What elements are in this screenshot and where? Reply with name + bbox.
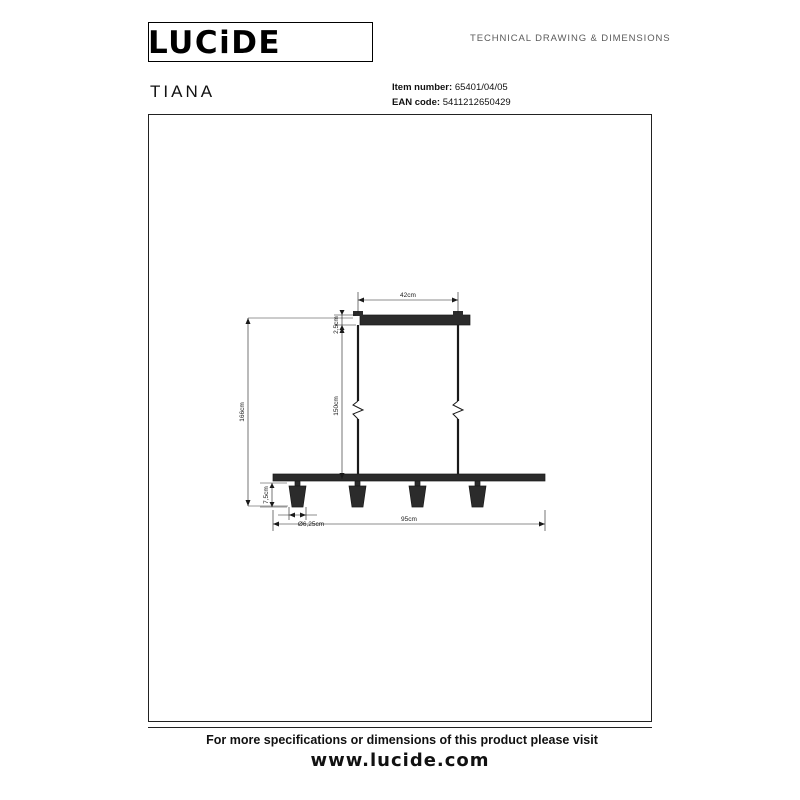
ean-code-label: EAN code:: [392, 97, 441, 108]
footer-website-link[interactable]: www.lucide.com: [310, 750, 490, 771]
footer-text: For more specifications or dimensions of this product please visit: [206, 733, 598, 747]
ean-code-row: [392, 95, 511, 110]
dim-label-canopy-width: 42cm: [400, 292, 416, 299]
dim-label-bar-width: 95cm: [401, 516, 417, 523]
dim-label-cord-length: 150cm: [333, 396, 340, 416]
product-meta: [392, 80, 511, 110]
logo-frame-top: [148, 22, 373, 23]
page-title: TIANA: [150, 82, 216, 101]
dim-label-canopy-height: 2,5cm: [333, 316, 340, 334]
dim-label-shade-height: 7,5cm: [263, 486, 270, 504]
technical-drawing-svg: [148, 114, 652, 722]
brand-logo: [148, 24, 373, 62]
item-number-value: 65401/04/05: [454, 82, 508, 93]
dim-label-total-height: 166cm: [239, 402, 246, 422]
dim-label-shade-diameter: Ø6,25cm: [297, 521, 325, 528]
technical-drawing-caption: TECHNICAL DRAWING & DIMENSIONS: [470, 33, 671, 44]
item-number-label: Item number:: [392, 82, 453, 93]
footer-divider: [148, 727, 652, 728]
ean-code-value: 5411212650429: [442, 97, 511, 108]
brand-logo-text: LUCiDE: [148, 25, 282, 61]
item-number-row: [392, 80, 511, 95]
